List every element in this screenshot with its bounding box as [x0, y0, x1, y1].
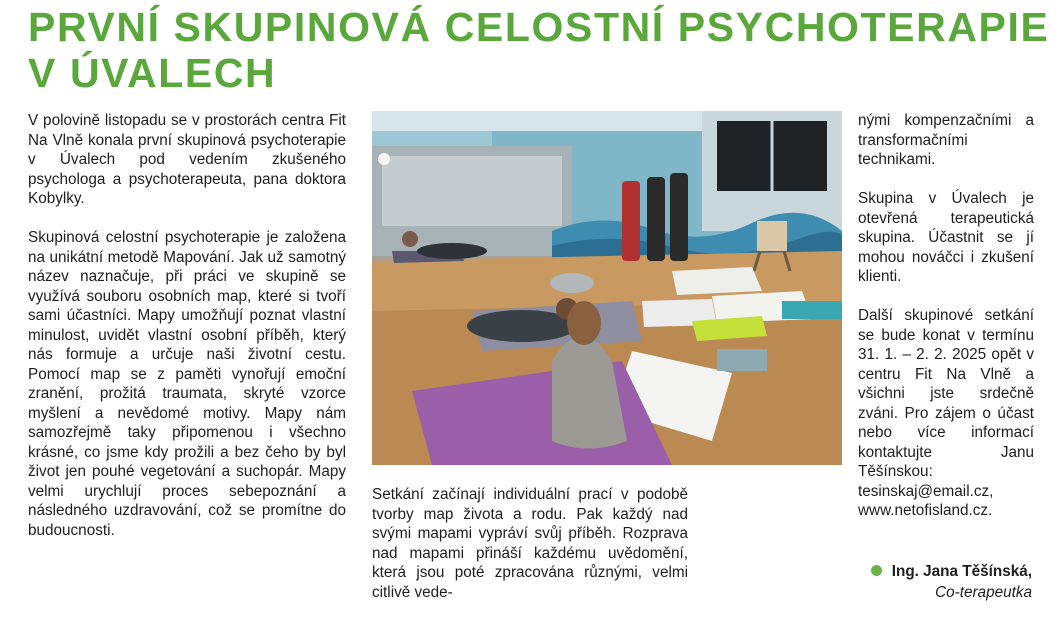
- article-column-3: [858, 111, 1034, 540]
- green-dot-icon: [871, 565, 882, 576]
- article-column-2: [372, 485, 688, 622]
- photo-illustration: [372, 111, 842, 465]
- paragraph-method: Skupinová celostní psychoterapie je založena na unikátní metodě Mapování. Jak už samotný název naznačuje, při práci ve skupině se využívá souboru osobních map, které si tvoří sami účastníci. Mapy umožňují poznat vlastní minulost, uvidět vlastní osobní příběh, který nás formuje a určuje naši životní cestu. Pomocí map se z paměti vynořují emoční zranění, prožitá traumata, skryté vzorce myšlení a nevědomé motivy. Mapy nám samozřejmě taky připomenou i všechno krásné, co jsme kdy prožili a bez čeho by byl život jen pouhé vegetování a suchopár. Mapy velmi urychlují proces sebepoznání a následného uzdravování, což se promítne do budoucnosti.: [28, 229, 346, 539]
- paragraph-sessions: Setkání začínají individuální prací v podobě tvorby map života a rodu. Pak každý nad svými mapami vypráví svůj příběh. Rozprava nad mapami přináší každému uvědomění, která jsou poté zpracována různými, velmi citlivě vede-: [372, 486, 688, 601]
- article-title: PRVNÍ SKUPINOVÁ CELOSTNÍ PSYCHOTERAPIE V ÚVALECH: [28, 4, 1050, 96]
- article-column-1: [28, 111, 346, 560]
- author-signature: [871, 561, 1032, 603]
- author-name: Ing. Jana Těšínská,: [891, 563, 1032, 580]
- group-therapy-photo: [372, 111, 842, 465]
- paragraph-open-group: Skupina v Úvalech je otevřená terapeutická skupina. Účastnit se jí mohou nováčci i zkušení klienti.: [858, 190, 1034, 285]
- paragraph-techniques: nými kompenzačními a transformačními technikami.: [858, 112, 1034, 168]
- author-role: Co-terapeutka: [935, 584, 1032, 601]
- paragraph-intro: V polovině listopadu se v prostorách centra Fit Na Vlně konala první skupinová psychoterapie v Úvalech pod vedením zkušeného psychologa a psychoterapeuta, pana doktora Kobylky.: [28, 112, 346, 207]
- paragraph-next-session: Další skupinové setkání se bude konat v termínu 31. 1. – 2. 2. 2025 opět v centru Fit Na Vlně a všichni jste srdečně zváni. Pro zájem o účast nebo více informací kontaktujte Janu Těšínskou: tesinskaj@email.cz, www.netofisland.cz.: [858, 307, 1034, 519]
